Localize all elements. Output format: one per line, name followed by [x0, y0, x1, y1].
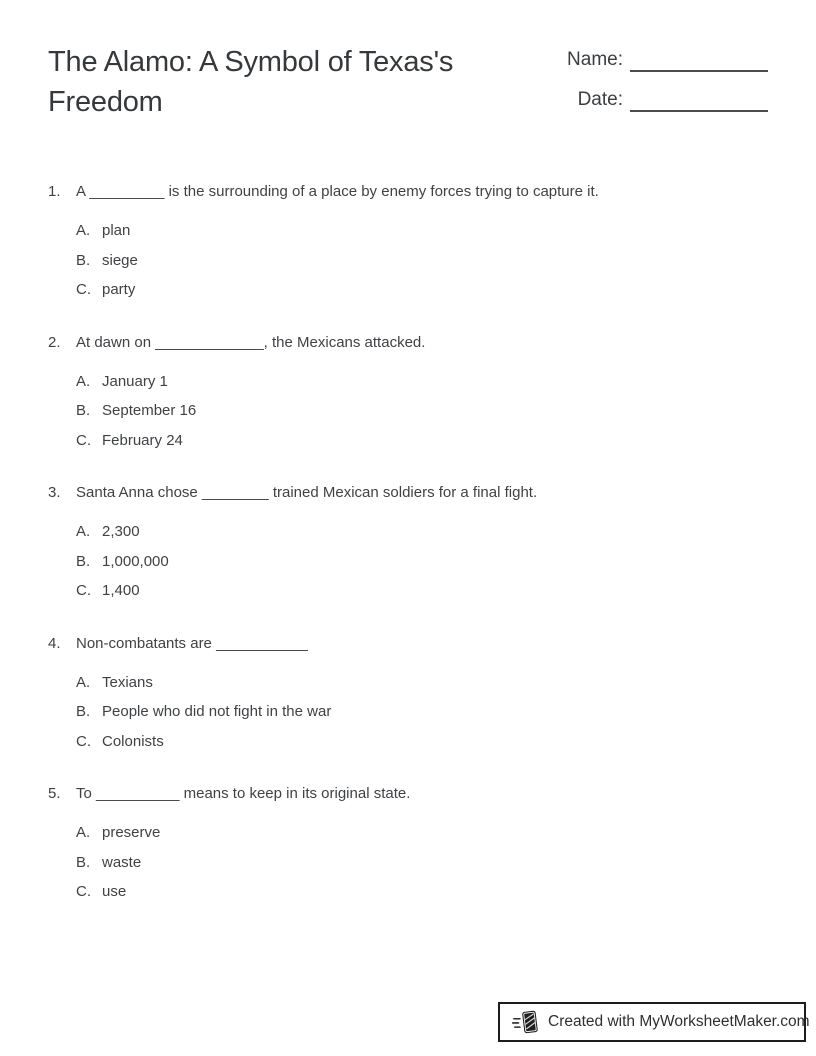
option-letter: B.: [76, 402, 91, 419]
option-letter: C.: [76, 431, 91, 449]
option-text: People who did not fight in the war: [102, 703, 332, 720]
option-letter: C.: [76, 732, 91, 750]
date-label: Date:: [577, 89, 623, 110]
option-c: [76, 576, 768, 606]
option-letter: C.: [76, 883, 91, 900]
question-5: [48, 784, 768, 907]
question-text: A _________ is the surrounding of a place by enemy forces trying to capture it.: [76, 183, 599, 200]
option-a: [76, 367, 768, 397]
option-letter: A.: [76, 372, 91, 390]
option-text: January 1: [102, 372, 168, 390]
option-letter: A.: [76, 523, 91, 540]
student-fields: [561, 48, 768, 128]
page-title: The Alamo: A Symbol of Texas's Freedom: [48, 46, 454, 118]
name-blank-line: [630, 48, 768, 72]
option-text: February 24: [102, 431, 183, 449]
options-group: [76, 668, 768, 757]
credit-box: [498, 1002, 810, 1042]
question-list: [0, 182, 816, 907]
question-3: [48, 483, 768, 606]
option-a: [76, 668, 768, 698]
option-b: [76, 246, 768, 276]
flying-worksheet-icon: [512, 1008, 540, 1036]
options-group: [76, 818, 768, 907]
question-number: 4.: [48, 634, 61, 652]
question-1: [48, 182, 768, 305]
option-b: [76, 848, 768, 878]
option-letter: A.: [76, 824, 91, 841]
option-a: [76, 517, 768, 547]
option-letter: C.: [76, 582, 91, 599]
option-letter: A.: [76, 673, 91, 691]
question-2: [48, 333, 768, 456]
option-c: [76, 275, 768, 305]
option-text: party: [102, 281, 136, 298]
option-letter: A.: [76, 222, 91, 239]
question-number: 2.: [48, 333, 61, 351]
options-group: [76, 517, 768, 606]
option-text: siege: [102, 251, 138, 269]
option-b: [76, 396, 768, 426]
option-letter: B.: [76, 251, 91, 269]
option-text: 2,300: [102, 523, 140, 540]
option-text: waste: [102, 853, 142, 871]
question-number: 1.: [48, 183, 61, 200]
question-text: At dawn on _____________, the Mexicans attacked.: [76, 333, 426, 351]
option-text: Texians: [102, 673, 153, 691]
option-text: plan: [102, 222, 131, 239]
date-blank-line: [630, 88, 768, 112]
option-c: [76, 877, 768, 907]
question-number: 5.: [48, 785, 61, 802]
date-field-row: [561, 88, 768, 112]
option-letter: B.: [76, 853, 91, 871]
question-4: [48, 634, 768, 757]
option-text: use: [102, 883, 127, 900]
question-text: To __________ means to keep in its original state.: [76, 785, 411, 802]
credit-text: Created with MyWorksheetMaker.com: [548, 1013, 810, 1030]
options-group: [76, 216, 768, 305]
option-a: [76, 216, 768, 246]
option-letter: B.: [76, 703, 91, 720]
option-text: 1,000,000: [102, 552, 169, 570]
option-a: [76, 818, 768, 848]
option-b: [76, 547, 768, 577]
option-c: [76, 426, 768, 456]
question-text: Santa Anna chose ________ trained Mexican soldiers for a final fight.: [76, 484, 538, 501]
option-text: 1,400: [102, 582, 140, 599]
option-b: [76, 697, 768, 727]
option-letter: C.: [76, 281, 91, 298]
worksheet-header: [0, 0, 816, 128]
option-c: [76, 727, 768, 757]
name-label: Name:: [567, 49, 623, 70]
question-text: Non-combatants are ___________: [76, 634, 308, 652]
option-text: preserve: [102, 824, 161, 841]
option-text: Colonists: [102, 732, 164, 750]
name-field-row: [561, 48, 768, 72]
option-letter: B.: [76, 552, 91, 570]
options-group: [76, 367, 768, 456]
question-number: 3.: [48, 484, 61, 501]
option-text: September 16: [102, 402, 197, 419]
